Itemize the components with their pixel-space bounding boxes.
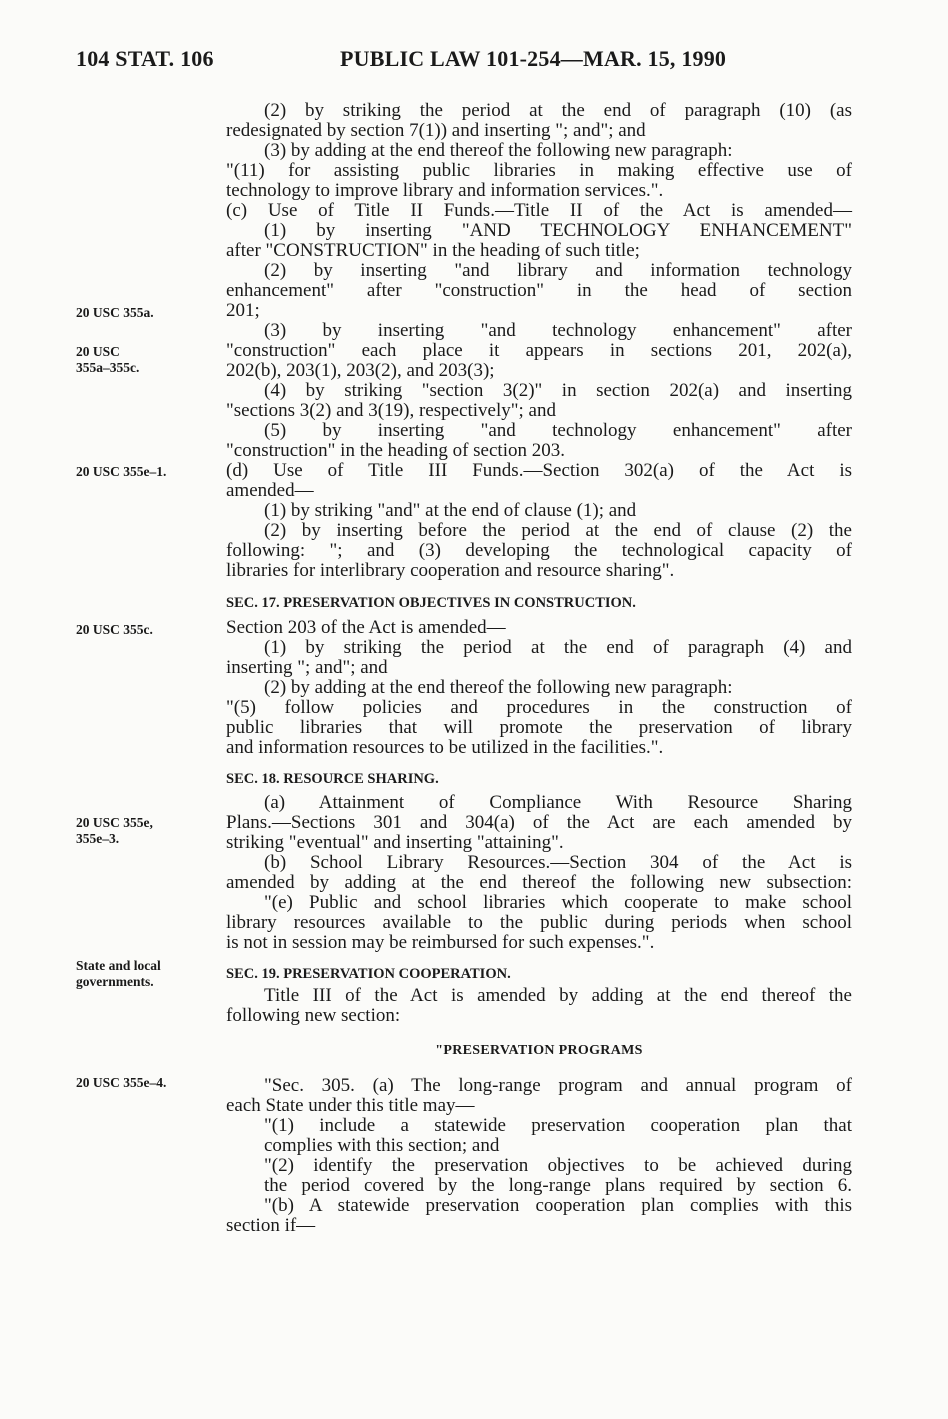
- text-line: (2) by adding at the end thereof the following new paragraph:: [264, 677, 733, 698]
- text-line: "sections 3(2) and 3(19), respectively"; and: [226, 400, 556, 421]
- margin-note: State and local governments.: [76, 958, 161, 989]
- text-line: redesignated by section 7(1)) and inserting "; and"; and: [226, 120, 646, 141]
- text-line: and information resources to be utilized in the facilities.".: [226, 737, 664, 758]
- text-line: after "CONSTRUCTION" in the heading of such title;: [226, 240, 640, 261]
- text-line: enhancement" after "construction" in the head of section: [226, 280, 852, 301]
- section-heading: SEC. 19. PRESERVATION COOPERATION.: [226, 966, 511, 982]
- text-line: following new section:: [226, 1005, 401, 1026]
- new-section-heading: "PRESERVATION PROGRAMS: [435, 1043, 643, 1058]
- text-line: the period covered by the long-range plans required by section 6.: [264, 1175, 852, 1196]
- text-line: "(e) Public and school libraries which cooperate to make school: [264, 892, 852, 913]
- text-line: libraries for interlibrary cooperation and resource sharing".: [226, 560, 675, 581]
- text-line: library resources available to the public during periods when school: [226, 912, 852, 933]
- running-header: PUBLIC LAW 101-254—MAR. 15, 1990: [340, 46, 727, 71]
- text-line: "(1) include a statewide preservation cooperation plan that: [264, 1115, 852, 1136]
- text-line: Title III of the Act is amended by adding at the end thereof the: [264, 985, 852, 1006]
- text-line: "(5) follow policies and procedures in the construction of: [226, 697, 852, 718]
- text-line: "(2) identify the preservation objectives to be achieved during: [264, 1155, 852, 1176]
- margin-note: 20 USC 355e–1.: [76, 464, 167, 479]
- text-line: 201;: [226, 300, 260, 321]
- section-heading: SEC. 18. RESOURCE SHARING.: [226, 771, 439, 787]
- text-line: (3) by inserting "and technology enhancement" after: [264, 320, 852, 341]
- text-line: public libraries that will promote the preservation of library: [226, 717, 852, 738]
- text-line: "construction" each place it appears in sections 201, 202(a),: [226, 340, 852, 361]
- text-line: technology to improve library and information services.".: [226, 180, 664, 201]
- text-line: (5) by inserting "and technology enhancement" after: [264, 420, 852, 441]
- text-line: amended—: [226, 480, 314, 501]
- subsection-heading: (b) School Library Resources.—Section 304 of the Act is: [264, 852, 852, 873]
- subsection-heading: (a) Attainment of Compliance With Resource Sharing: [264, 792, 852, 813]
- text-line: "Sec. 305. (a) The long-range program and annual program of: [264, 1075, 852, 1096]
- margin-note: 20 USC 355a–355c.: [76, 344, 140, 375]
- text-line: Section 203 of the Act is amended—: [226, 617, 506, 638]
- text-line: (3) by adding at the end thereof the following new paragraph:: [264, 140, 733, 161]
- text-line: Plans.—Sections 301 and 304(a) of the Act are each amended by: [226, 812, 852, 833]
- margin-note: 20 USC 355c.: [76, 622, 153, 637]
- text-line: (1) by inserting "AND TECHNOLOGY ENHANCEMENT": [264, 220, 852, 241]
- text-line: (1) by striking the period at the end of paragraph (4) and: [264, 637, 852, 658]
- text-line: (4) by striking "section 3(2)" in section 202(a) and inserting: [264, 380, 852, 401]
- margin-note: 20 USC 355e, 355e–3.: [76, 815, 153, 846]
- text-line: inserting "; and"; and: [226, 657, 388, 678]
- subsection-heading: (c) Use of Title II Funds.—Title II of the Act is amended—: [226, 200, 852, 221]
- text-line: complies with this section; and: [264, 1135, 500, 1156]
- text-line: amended by adding at the end thereof the following new subsection:: [226, 872, 852, 893]
- text-line: "construction" in the heading of section 203.: [226, 440, 565, 461]
- text-line: (2) by inserting before the period at the end of clause (2) the: [264, 520, 852, 541]
- subsection-heading: (d) Use of Title III Funds.—Section 302(a) of the Act is: [226, 460, 852, 481]
- text-line: "(b) A statewide preservation cooperation plan complies with this: [264, 1195, 852, 1216]
- page-reference: 104 STAT. 106: [76, 46, 214, 71]
- text-line: (1) by striking "and" at the end of clause (1); and: [264, 500, 637, 521]
- text-line: following: "; and (3) developing the technological capacity of: [226, 540, 852, 561]
- margin-note: 20 USC 355e–4.: [76, 1075, 167, 1090]
- section-heading: SEC. 17. PRESERVATION OBJECTIVES IN CONSTRUCTION.: [226, 595, 636, 611]
- text-line: striking "eventual" and inserting "attaining".: [226, 832, 564, 853]
- text-line: (2) by inserting "and library and information technology: [264, 260, 852, 281]
- text-line: "(11) for assisting public libraries in making effective use of: [226, 160, 852, 181]
- text-line: is not in session may be reimbursed for such expenses.".: [226, 932, 655, 953]
- text-line: each State under this title may—: [226, 1095, 475, 1116]
- text-line: 202(b), 203(1), 203(2), and 203(3);: [226, 360, 495, 381]
- text-line: section if—: [226, 1215, 316, 1236]
- text-line: (2) by striking the period at the end of paragraph (10) (as: [264, 100, 852, 121]
- margin-note: 20 USC 355a.: [76, 305, 154, 320]
